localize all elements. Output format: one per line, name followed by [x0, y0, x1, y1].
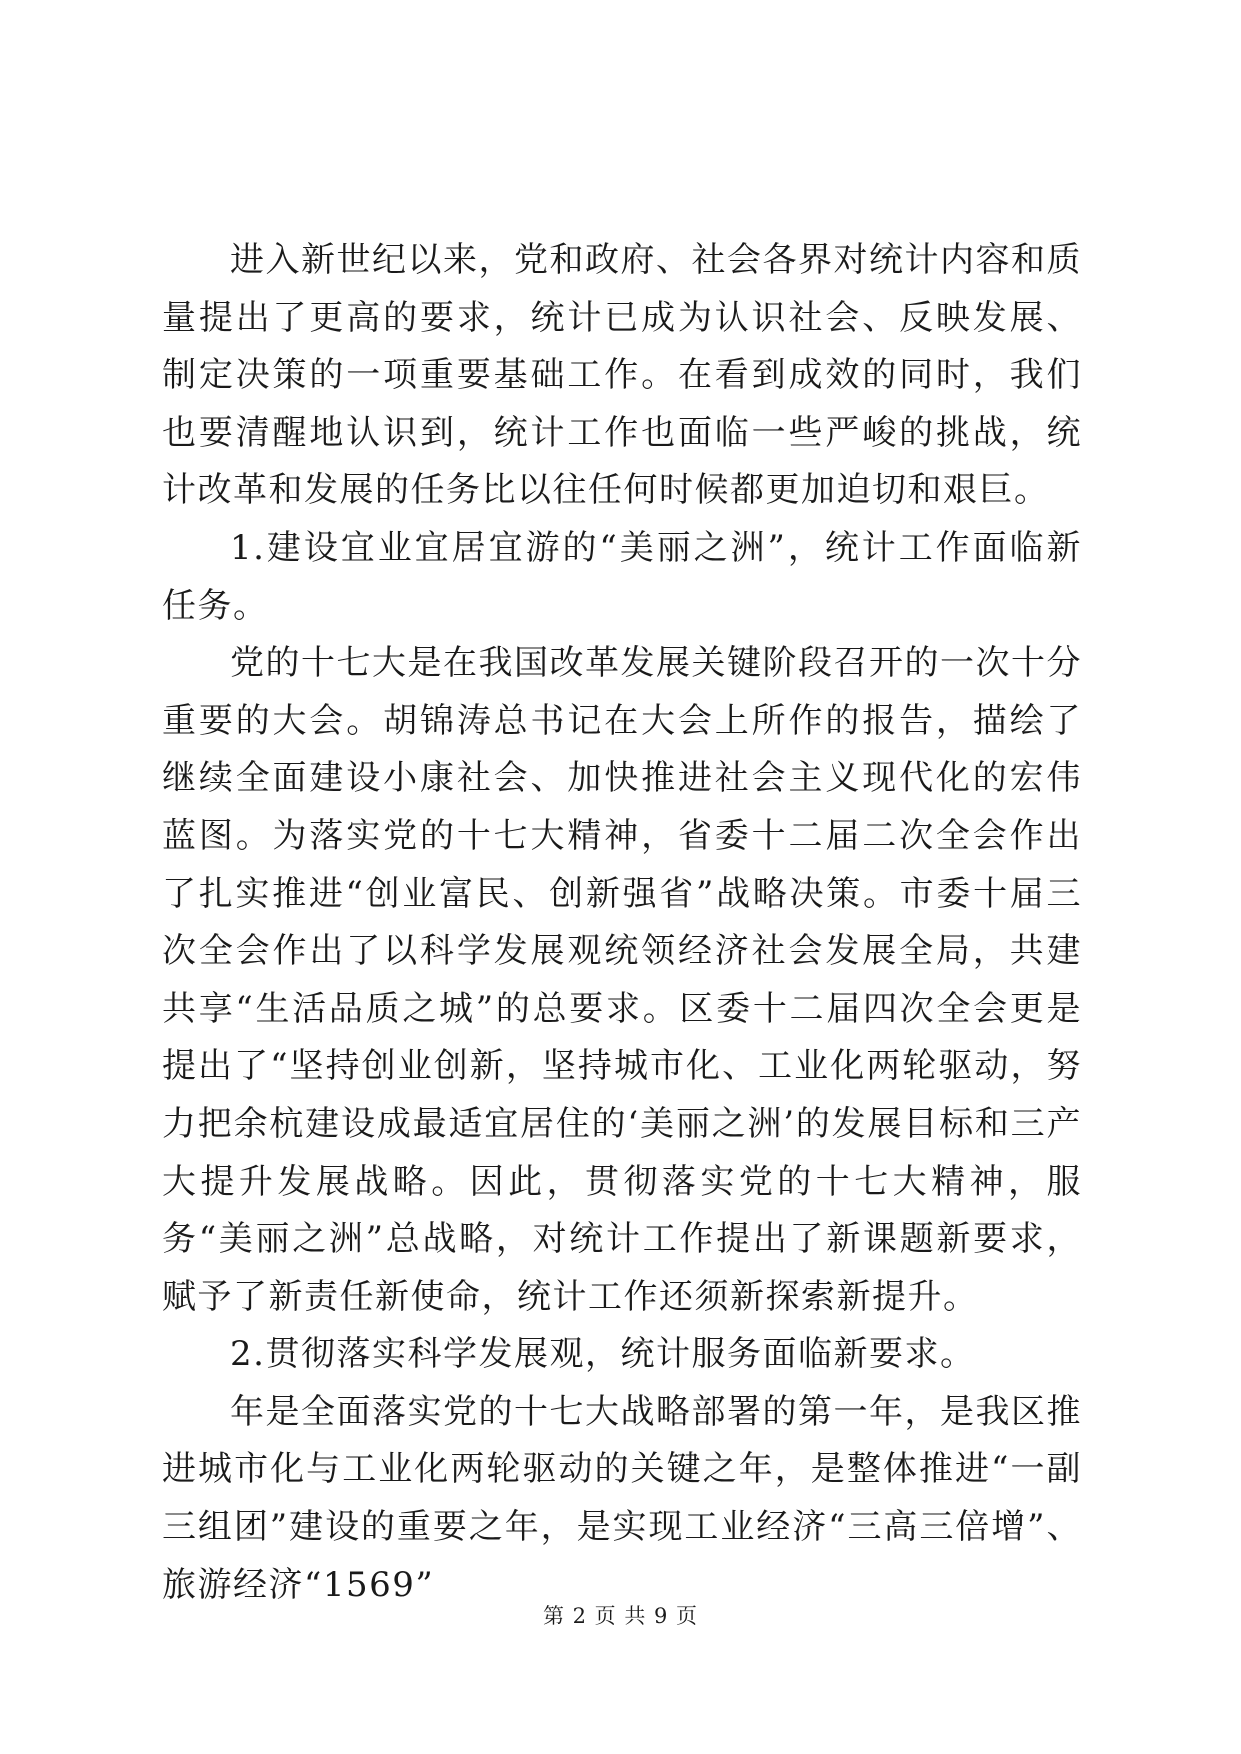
paragraph: 年是全面落实党的十七大战略部署的第一年，是我区推进城市化与工业化两轮驱动的关键之年，是整体推进“一副三组团”建设的重要之年，是实现工业经济“三高三倍增”、旅游经济“1569”	[162, 1391, 1082, 1605]
section-heading: 2.贯彻落实科学发展观，统计服务面临新要求。	[230, 1334, 976, 1375]
document-body	[162, 232, 1082, 1614]
page-number-footer: 第 2 页 共 9 页	[542, 1604, 699, 1628]
paragraph: 进入新世纪以来，党和政府、社会各界对统计内容和质量提出了更高的要求，统计已成为认识社会、反映发展、制定决策的一项重要基础工作。在看到成效的同时，我们也要清醒地认识到，统计工作也面临一些严峻的挑战，统计改革和发展的任务比以往任何时候都更加迫切和艰巨。	[162, 240, 1082, 511]
section-heading: 1.建设宜业宜居宜游的“美丽之洲”，统计工作面临新任务。	[162, 527, 1082, 626]
paragraph: 党的十七大是在我国改革发展关键阶段召开的一次十分重要的大会。胡锦涛总书记在大会上所作的报告，描绘了继续全面建设小康社会、加快推进社会主义现代化的宏伟蓝图。为落实党的十七大精神，省委十二届二次全会作出了扎实推进“创业富民、创新强省”战略决策。市委十届三次全会作出了以科学发展观统领经济社会发展全局，共建共享“生活品质之城”的总要求。区委十二届四次全会更是提出了“坚持创业创新，坚持城市化、工业化两轮驱动，努力把余杭建设成最适宜居住的‘美丽之洲’的发展目标和三产大提升发展战略。因此，贯彻落实党的十七大精神，服务“美丽之洲”总战略，对统计工作提出了新课题新要求，赋予了新责任新使命，统计工作还须新探索新提升。	[162, 643, 1082, 1317]
